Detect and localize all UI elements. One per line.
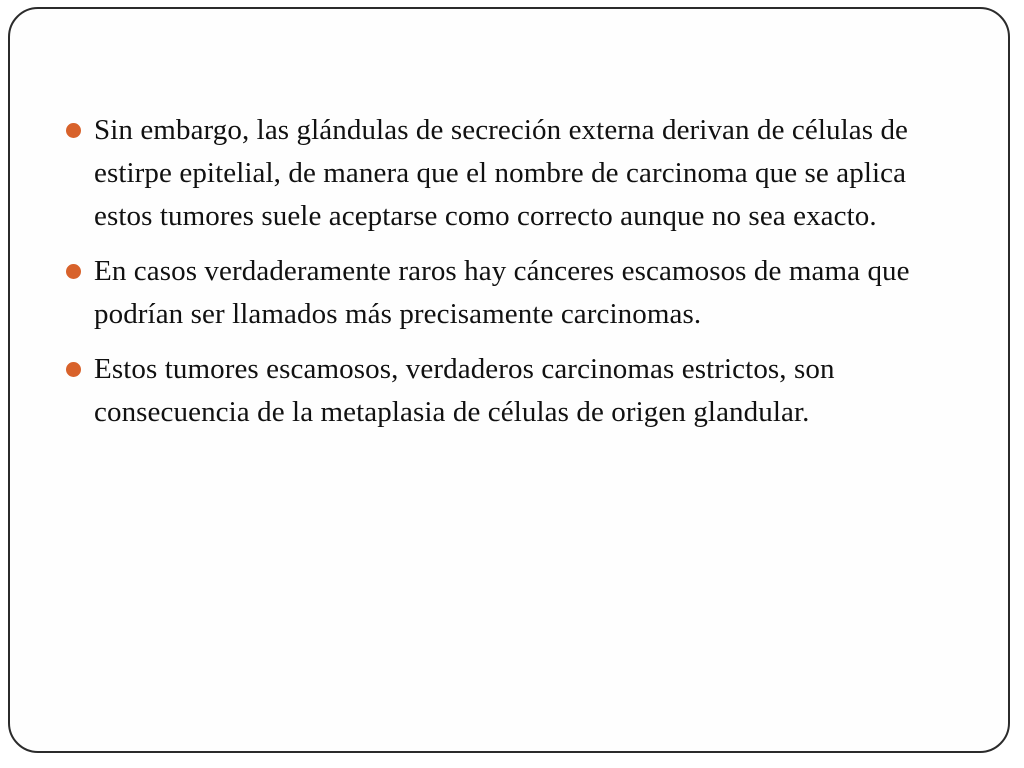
bullet-item (66, 109, 966, 238)
bullet-item (66, 348, 966, 434)
bullet-item (66, 250, 966, 336)
bullet-text: Estos tumores escamosos, verdaderos carcinomas estrictos, son consecuencia de la metaplasia de células de origen glandular. (94, 353, 835, 428)
bullet-dot-icon (66, 264, 81, 279)
bullet-list (66, 109, 966, 446)
slide-frame (8, 7, 1010, 753)
bullet-text: Sin embargo, las glándulas de secreción externa derivan de células de estirpe epitelial, de manera que el nombre de carcinoma que se aplica estos tumores suele aceptarse como correcto aunque no sea exacto. (94, 114, 909, 232)
bullet-dot-icon (66, 362, 81, 377)
bullet-dot-icon (66, 123, 81, 138)
bullet-text: En casos verdaderamente raros hay cánceres escamosos de mama que podrían ser llamados más precisamente carcinomas. (94, 255, 910, 330)
